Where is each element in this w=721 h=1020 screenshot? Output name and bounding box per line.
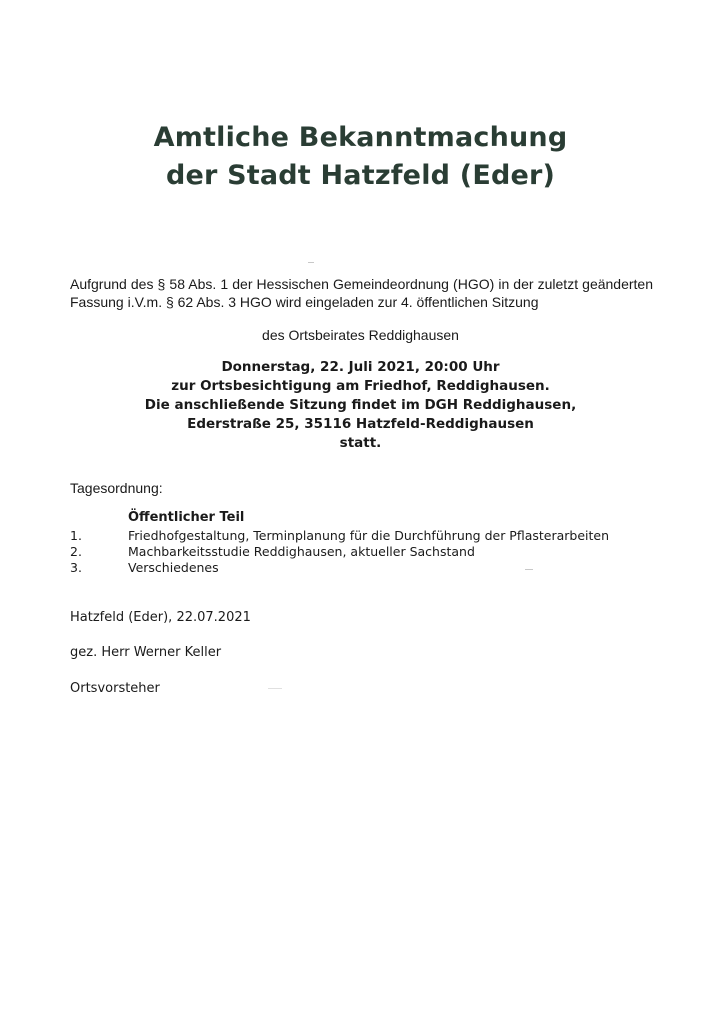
agenda-item xyxy=(70,528,670,544)
meeting-line-date: Donnerstag, 22. Juli 2021, 20:00 Uhr xyxy=(221,359,500,375)
meeting-details xyxy=(0,358,721,453)
agenda-section-title: Öffentlicher Teil xyxy=(128,510,245,525)
place-date: Hatzfeld (Eder), 22.07.2021 xyxy=(70,610,251,625)
scan-speck xyxy=(308,262,314,263)
agenda-item-number: 1. xyxy=(70,528,82,543)
title-line-2: der Stadt Hatzfeld (Eder) xyxy=(165,160,556,191)
agenda-item-text: Verschiedenes xyxy=(128,560,219,575)
agenda-item-text: Friedhofgestaltung, Terminplanung für die Durchführung der Pflasterarbeiten xyxy=(128,528,610,543)
title-line-1: Amtliche Bekanntmachung xyxy=(153,122,568,153)
meeting-line-end: statt. xyxy=(339,435,382,451)
role-line: Ortsvorsteher xyxy=(70,681,160,696)
intro-paragraph: Aufgrund des § 58 Abs. 1 der Hessischen Gemeindeordnung (HGO) in der zuletzt geänderten Fassung i.V.m. § 62 Abs. 3 HGO wird eingeladen zur 4. öffentlichen Sitzung xyxy=(70,276,653,310)
council-line: des Ortsbeirates Reddighausen xyxy=(262,327,459,343)
meeting-line-session: Die anschließende Sitzung findet im DGH Reddighausen, xyxy=(144,397,577,413)
scan-speck xyxy=(525,569,533,570)
agenda-list xyxy=(70,528,670,576)
meeting-line-address: Ederstraße 25, 35116 Hatzfeld-Reddighausen xyxy=(187,416,534,432)
meeting-line-inspection: zur Ortsbesichtigung am Friedhof, Reddighausen. xyxy=(171,378,550,394)
agenda-item-number: 3. xyxy=(70,560,82,575)
agenda-item xyxy=(70,544,670,560)
agenda-label: Tagesordnung: xyxy=(70,480,163,496)
agenda-item-text: Machbarkeitsstudie Reddighausen, aktueller Sachstand xyxy=(128,544,475,559)
agenda-item xyxy=(70,560,670,576)
agenda-item-number: 2. xyxy=(70,544,82,559)
scan-speck xyxy=(268,688,282,689)
signature-line: gez. Herr Werner Keller xyxy=(70,645,222,660)
